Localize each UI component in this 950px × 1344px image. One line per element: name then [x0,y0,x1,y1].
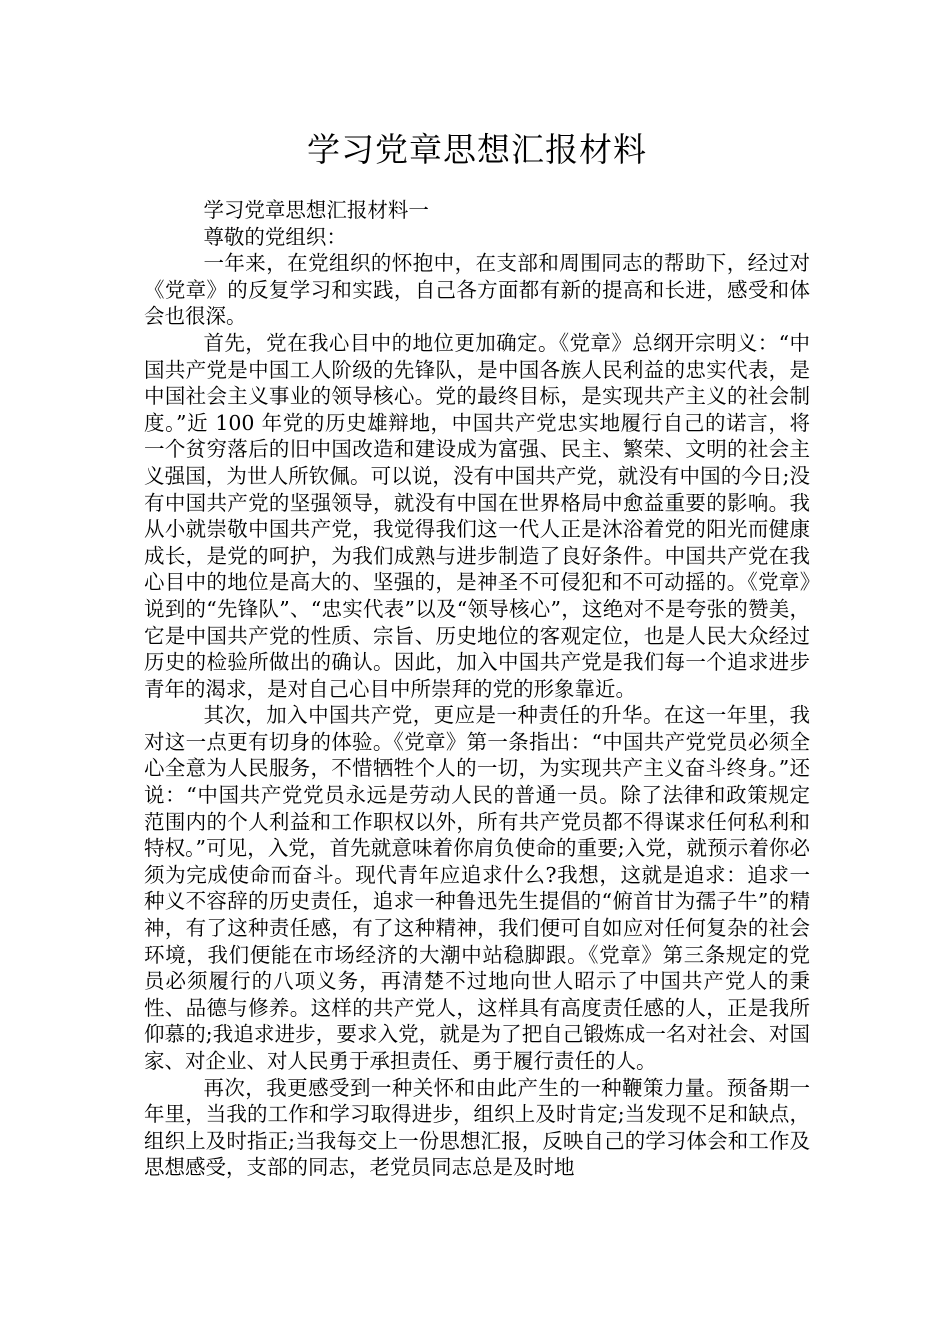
document-body [144,197,810,1181]
document-title: 学习党章思想汇报材料 [307,130,647,169]
second-point-paragraph: 其次，加入中国共产党，更应是一种责任的升华。在这一年里，我对这一点更有切身的体验。《党章》第一条指出：“中国共产党党员必须全心全意为人民服务，不惜牺牲个人的一切，为实现共产主义奋斗终身。”还说：“中国共产党党员永远是劳动人民的普通一员。除了法律和政策规定范围内的个人利益和工作职权以外，所有共产党员都不得谋求任何私利和特权。”可见，入党，首先就意味着你肩负使命的重要;入党，就预示着你必须为完成使命而奋斗。现代青年应追求什么?我想，这就是追求：追求一种义不容辞的历史责任，追求一种鲁迅先生提倡的“俯首甘为孺子牛”的精神，有了这种责任感，有了这种精神，我们便可自如应对任何复杂的社会环境，我们便能在市场经济的大潮中站稳脚跟。《党章》第三条规定的党员必须履行的八项义务，再清楚不过地向世人昭示了中国共产党人的秉性、品德与修养。这样的共产党人，这样具有高度责任感的人，正是我所仰慕的;我追求进步，要求入党，就是为了把自己锻炼成一名对社会、对国家、对企业、对人民勇于承担责任、勇于履行责任的人。 [144,703,810,1073]
third-point-paragraph: 再次，我更感受到一种关怀和由此产生的一种鞭策力量。预备期一年里，当我的工作和学习取得进步，组织上及时肯定;当发现不足和缺点，组织上及时指正;当我每交上一份思想汇报，反映自己的学习体会和工作及思想感受，支部的同志，老党员同志总是及时地 [144,1075,810,1180]
intro-paragraph: 一年来，在党组织的怀抱中，在支部和周围同志的帮助下，经过对《党章》的反复学习和实践，自己各方面都有新的提高和长进，感受和体会也很深。 [144,251,810,329]
subtitle-paragraph: 学习党章思想汇报材料一 [203,198,429,222]
salutation-paragraph: 尊敬的党组织： [203,224,347,249]
first-point-paragraph: 首先，党在我心目中的地位更加确定。《党章》总纲开宗明义：“中国共产党是中国工人阶级的先锋队，是中国各族人民利益的忠实代表，是中国社会主义事业的领导核心。党的最终目标，是实现共产主义的社会制度。”近 100 年党的历史雄辩地，中国共产党忠实地履行自己的诺言，将一个贫穷落后的旧中国改造和建设成为富强、民主、繁荣、文明的社会主义强国，为世人所钦佩。可以说，没有中国共产党，就没有中国的今日;没有中国共产党的坚强领导，就没有中国在世界格局中愈益重要的影响。我从小就崇敬中国共产党，我觉得我们这一代人正是沐浴着党的阳光而健康成长，是党的呵护，为我们成熟与进步制造了良好条件。中国共产党在我心目中的地位是高大的、坚强的，是神圣不可侵犯和不可动摇的。《党章》说到的“先锋队”、“忠实代表”以及“领导核心”，这绝对不是夸张的赞美，它是中国共产党的性质、宗旨、历史地位的客观定位，也是人民大众经过历史的检验所做出的确认。因此，加入中国共产党是我们每一个追求进步青年的渴求，是对自己心目中所崇拜的党的形象靠近。 [144,330,810,701]
